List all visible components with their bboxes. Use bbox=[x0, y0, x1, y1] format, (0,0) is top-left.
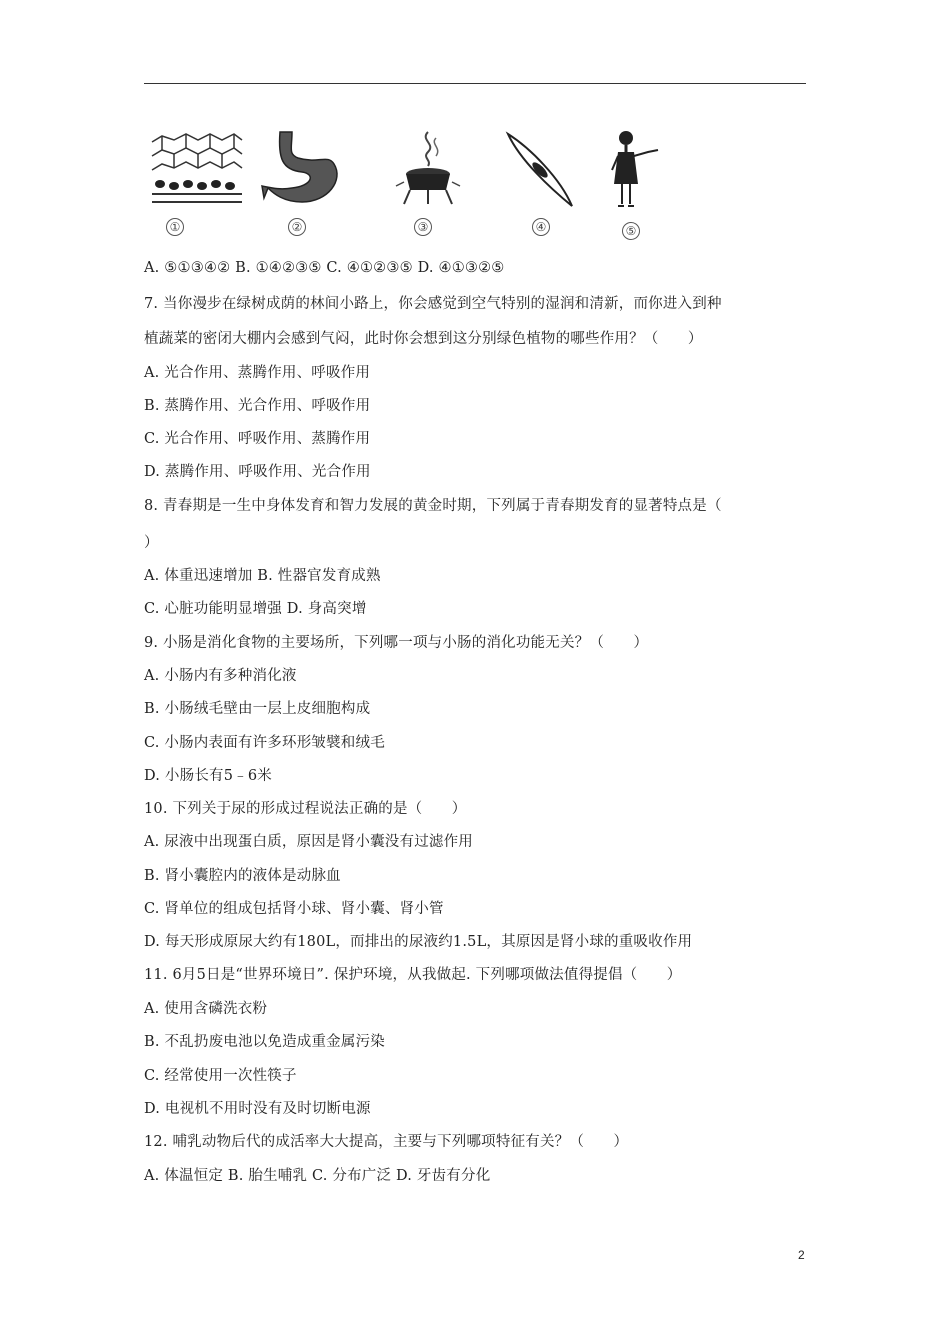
figure-muscle-cell bbox=[500, 128, 580, 208]
figure-label-3: ③ bbox=[414, 218, 432, 236]
q12-stem: 12. 哺乳动物后代的成活率大大提高，主要与下列哪项特征有关？（ ） bbox=[144, 1134, 629, 1150]
q11-option-b: B. 不乱扔废电池以免造成重金属污染 bbox=[144, 1034, 385, 1050]
q9-option-b: B. 小肠绒毛壁由一层上皮细胞构成 bbox=[144, 701, 371, 717]
q7-option-c: C. 光合作用、呼吸作用、蒸腾作用 bbox=[144, 431, 371, 447]
q8-options-cd: C. 心脏功能明显增强 D. 身高突增 bbox=[144, 601, 367, 617]
q8-stem-line2: ） bbox=[144, 535, 159, 551]
q10-option-b: B. 肾小囊腔内的液体是动脉血 bbox=[144, 868, 341, 884]
q11-stem: 11. 6月5日是“世界环境日”. 保护环境，从我做起. 下列哪项做法值得提倡（ ） bbox=[144, 967, 682, 983]
q8-options-ab: A. 体重迅速增加 B. 性器官发育成熟 bbox=[144, 568, 381, 584]
q11-option-d: D. 电视机不用时没有及时切断电源 bbox=[144, 1101, 371, 1117]
q7-stem-line1: 7. 当你漫步在绿树成荫的林间小路上，你会感觉到空气特别的湿润和清新，而你进入到种 bbox=[144, 296, 722, 312]
figure-label-1: ① bbox=[166, 218, 184, 236]
figure-cooking-pot bbox=[388, 128, 468, 208]
q9-stem: 9. 小肠是消化食物的主要场所，下列哪一项与小肠的消化功能无关？（ ） bbox=[144, 635, 649, 651]
q10-stem: 10. 下列关于尿的形成过程说法正确的是（ ） bbox=[144, 801, 467, 817]
q7-stem-line2: 植蔬菜的密闭大棚内会感到气闷，此时你会想到这分别绿色植物的哪些作用？（ ） bbox=[144, 331, 703, 347]
figure-epithelial-tissue bbox=[148, 128, 244, 208]
q7-option-a: A. 光合作用、蒸腾作用、呼吸作用 bbox=[144, 365, 371, 381]
q7-option-d: D. 蒸腾作用、呼吸作用、光合作用 bbox=[144, 464, 371, 480]
q7-option-b: B. 蒸腾作用、光合作用、呼吸作用 bbox=[144, 398, 371, 414]
q10-option-c: C. 肾单位的组成包括肾小球、肾小囊、肾小管 bbox=[144, 901, 444, 917]
figure-label-2: ② bbox=[288, 218, 306, 236]
q9-option-a: A. 小肠内有多种消化液 bbox=[144, 668, 297, 684]
figure-human bbox=[604, 128, 664, 218]
figure-label-4: ④ bbox=[532, 218, 550, 236]
figure-label-5: ⑤ bbox=[622, 222, 640, 240]
q6-options: A. ⑤①③④② B. ①④②③⑤ C. ④①②③⑤ D. ④①③②⑤ bbox=[144, 260, 505, 276]
q9-option-c: C. 小肠内表面有许多环形皱襞和绒毛 bbox=[144, 735, 385, 751]
header-rule bbox=[144, 83, 806, 84]
q8-stem-line1: 8. 青春期是一生中身体发育和智力发展的黄金时期，下列属于青春期发育的显著特点是（ bbox=[144, 498, 722, 514]
q10-option-d: D. 每天形成原尿大约有180L，而排出的尿液约1.5L，其原因是肾小球的重吸收作用 bbox=[144, 934, 693, 950]
q9-option-d: D. 小肠长有5﹣6米 bbox=[144, 768, 272, 784]
q10-option-a: A. 尿液中出现蛋白质，原因是肾小囊没有过滤作用 bbox=[144, 834, 473, 850]
q11-option-c: C. 经常使用一次性筷子 bbox=[144, 1068, 297, 1084]
figure-stomach bbox=[258, 128, 348, 208]
page-number: 2 bbox=[798, 1248, 805, 1262]
q12-options: A. 体温恒定 B. 胎生哺乳 C. 分布广泛 D. 牙齿有分化 bbox=[144, 1168, 491, 1184]
q11-option-a: A. 使用含磷洗衣粉 bbox=[144, 1001, 268, 1017]
